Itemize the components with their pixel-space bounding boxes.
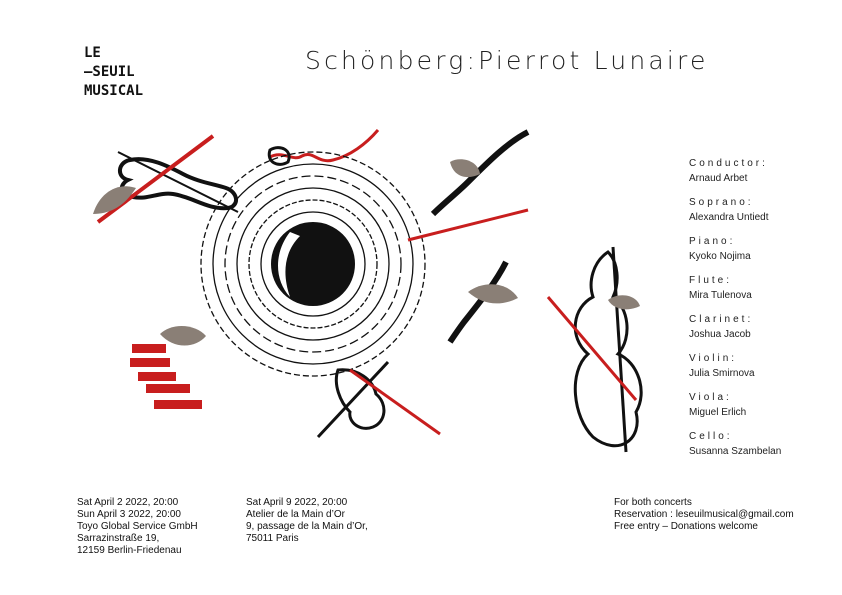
role-label: Conductor: (689, 158, 768, 169)
cast-item-soprano (689, 197, 839, 224)
paris-street: 9, passage de la Main d’Or, (246, 521, 368, 532)
logo-line-3: MUSICAL (84, 83, 144, 99)
paris-concert-info (246, 497, 368, 545)
paris-venue: Atelier de la Main d’Or (246, 509, 345, 520)
performer-name: Alexandra Untiedt (689, 212, 769, 223)
red-stroke (408, 210, 528, 240)
role-label: Flute: (689, 275, 733, 286)
performer-name: Arnaud Arbet (689, 173, 748, 184)
info-line-1: For both concerts (614, 497, 692, 508)
ensemble-logo (84, 44, 143, 101)
cast-item-cello (689, 431, 839, 458)
flute-icon (450, 262, 518, 342)
cast-item-violin (689, 353, 839, 380)
paris-date: Sat April 9 2022, 20:00 (246, 497, 348, 508)
reservation-email[interactable]: Reservation : leseuilmusical@gmail.com (614, 509, 794, 520)
viola-icon (318, 362, 440, 437)
role-label: Piano: (689, 236, 736, 247)
cast-item-flute (689, 275, 839, 302)
cast-item-piano (689, 236, 839, 263)
clarinet-icon (433, 132, 528, 214)
performer-name: Miguel Erlich (689, 407, 747, 418)
page-title: Schönberg:Pierrot Lunaire (305, 46, 709, 75)
cast-list (689, 158, 839, 470)
performer-name: Kyoko Nojima (689, 251, 751, 262)
logo-line-1: LE (84, 45, 101, 61)
cast-item-clarinet (689, 314, 839, 341)
berlin-venue: Toyo Global Service GmbH (77, 521, 198, 532)
role-label: Clarinet: (689, 314, 754, 325)
berlin-city: 12159 Berlin-Friedenau (77, 545, 182, 556)
berlin-street: Sarrazinstraße 19, (77, 533, 160, 544)
role-label: Soprano: (689, 197, 754, 208)
reservation-info (614, 497, 794, 533)
berlin-date-2: Sun April 3 2022, 20:00 (77, 509, 181, 520)
berlin-concert-info (77, 497, 198, 557)
paris-city: 75011 Paris (246, 533, 299, 544)
role-label: Cello: (689, 431, 733, 442)
role-label: Viola: (689, 392, 732, 403)
violin-icon (93, 136, 238, 222)
berlin-date-1: Sat April 2 2022, 20:00 (77, 497, 179, 508)
collage-artwork (88, 122, 648, 467)
cello-icon (548, 247, 641, 452)
performer-name: Joshua Jacob (689, 329, 751, 340)
scribble-moon-icon (201, 152, 425, 376)
performer-name: Susanna Szambelan (689, 446, 782, 457)
piano-keys-icon (130, 326, 206, 409)
performer-name: Mira Tulenova (689, 290, 752, 301)
cast-item-conductor (689, 158, 839, 185)
performer-name: Julia Smirnova (689, 368, 755, 379)
info-line-3: Free entry – Donations welcome (614, 521, 758, 532)
cast-item-viola (689, 392, 839, 419)
bow-icon (269, 130, 378, 164)
role-label: Violin: (689, 353, 738, 364)
logo-line-2: —SEUIL (84, 64, 135, 80)
